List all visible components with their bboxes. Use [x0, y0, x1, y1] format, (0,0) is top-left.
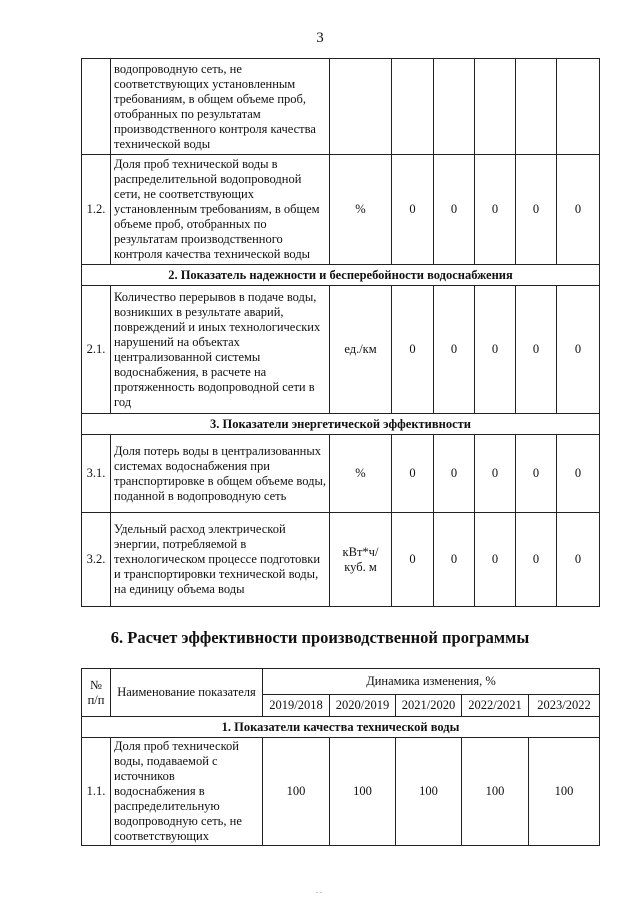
value-cell: 100 [529, 738, 600, 846]
year-header: 2023/2022 [529, 695, 600, 717]
section-header: 2. Показатель надежности и бесперебойности водоснабжения [82, 265, 600, 286]
value-cell: 0 [516, 513, 557, 607]
row-number: 2.1. [82, 286, 111, 414]
value-cell: 0 [557, 286, 600, 414]
value-cell: 0 [557, 155, 600, 265]
section-heading: 6. Расчет эффективности производственной программы [110, 628, 530, 647]
row-number: 1.2. [82, 155, 111, 265]
value-cell: 100 [396, 738, 462, 846]
indicator-name: Количество перерывов в подаче воды, возникших в результате аварий, повреждений и иных технологических нарушений на объектах централизованной системы водоснабжения, в расчете на протяженность водопроводной сети в год [111, 286, 330, 414]
row-number: 1.1. [82, 738, 111, 846]
value-cell: 0 [434, 435, 475, 513]
value-cell: 0 [392, 155, 434, 265]
value-cell: 0 [392, 513, 434, 607]
value-cell: 0 [516, 435, 557, 513]
section-header: 1. Показатели качества технической воды [82, 717, 600, 738]
value-cell: 0 [434, 155, 475, 265]
indicator-name: Доля потерь воды в централизованных системах водоснабжения при транспортировке в общем объеме воды, поданной в водопроводную сеть [111, 435, 330, 513]
table-header-row [82, 669, 600, 695]
indicators-table [81, 58, 600, 607]
indicator-name: Доля проб технической воды в распределительной водопроводной сети, не соответствующих установленным требованиям, в общем объеме проб, отобранных по результатам производственного контроля качества технической воды [111, 155, 330, 265]
scan-mark: . . [316, 886, 322, 895]
unit-cell: ед./км [330, 286, 392, 414]
row-number: 3.2. [82, 513, 111, 607]
page-number: 3 [316, 30, 324, 46]
indicator-name: водопроводную сеть, не соответствующих установленным требованиям, в общем объеме проб, отобранных по результатам производственного контроля качества технической воды [111, 59, 330, 155]
value-cell: 0 [475, 513, 516, 607]
value-cell: 0 [434, 286, 475, 414]
unit-cell: кВт*ч/ куб. м [330, 513, 392, 607]
value-cell: 100 [330, 738, 396, 846]
efficiency-table [81, 668, 600, 846]
value-cell: 0 [475, 155, 516, 265]
table-row [82, 435, 600, 513]
value-cell: 0 [475, 286, 516, 414]
table-row [82, 155, 600, 265]
value-cell: 0 [392, 435, 434, 513]
value-cell: 0 [516, 155, 557, 265]
table-row [82, 286, 600, 414]
section-header: 3. Показатели энергетической эффективности [82, 414, 600, 435]
row-number: 3.1. [82, 435, 111, 513]
year-header: 2019/2018 [263, 695, 330, 717]
value-cell: 0 [392, 286, 434, 414]
unit-cell: % [330, 155, 392, 265]
value-cell: 100 [462, 738, 529, 846]
value-cell: 0 [557, 435, 600, 513]
value-cell: 0 [557, 513, 600, 607]
table-row [82, 513, 600, 607]
table-row [82, 59, 600, 155]
year-header: 2021/2020 [396, 695, 462, 717]
indicator-name: Удельный расход электрической энергии, потребляемой в технологическом процессе подготовки и транспортировки технической воды, на единицу объема воды [111, 513, 330, 607]
header-dynamics: Динамика изменения, % [263, 669, 600, 695]
year-header: 2022/2021 [462, 695, 529, 717]
year-header: 2020/2019 [330, 695, 396, 717]
value-cell: 0 [516, 286, 557, 414]
indicator-name: Доля проб технической воды, подаваемой с источников водоснабжения в распределительную водопроводную сеть, не соответствующих [111, 738, 263, 846]
value-cell: 0 [475, 435, 516, 513]
value-cell: 100 [263, 738, 330, 846]
table-row [82, 738, 600, 846]
header-number: № п/п [82, 669, 111, 717]
header-name: Наименование показателя [111, 669, 263, 717]
value-cell: 0 [434, 513, 475, 607]
unit-cell: % [330, 435, 392, 513]
